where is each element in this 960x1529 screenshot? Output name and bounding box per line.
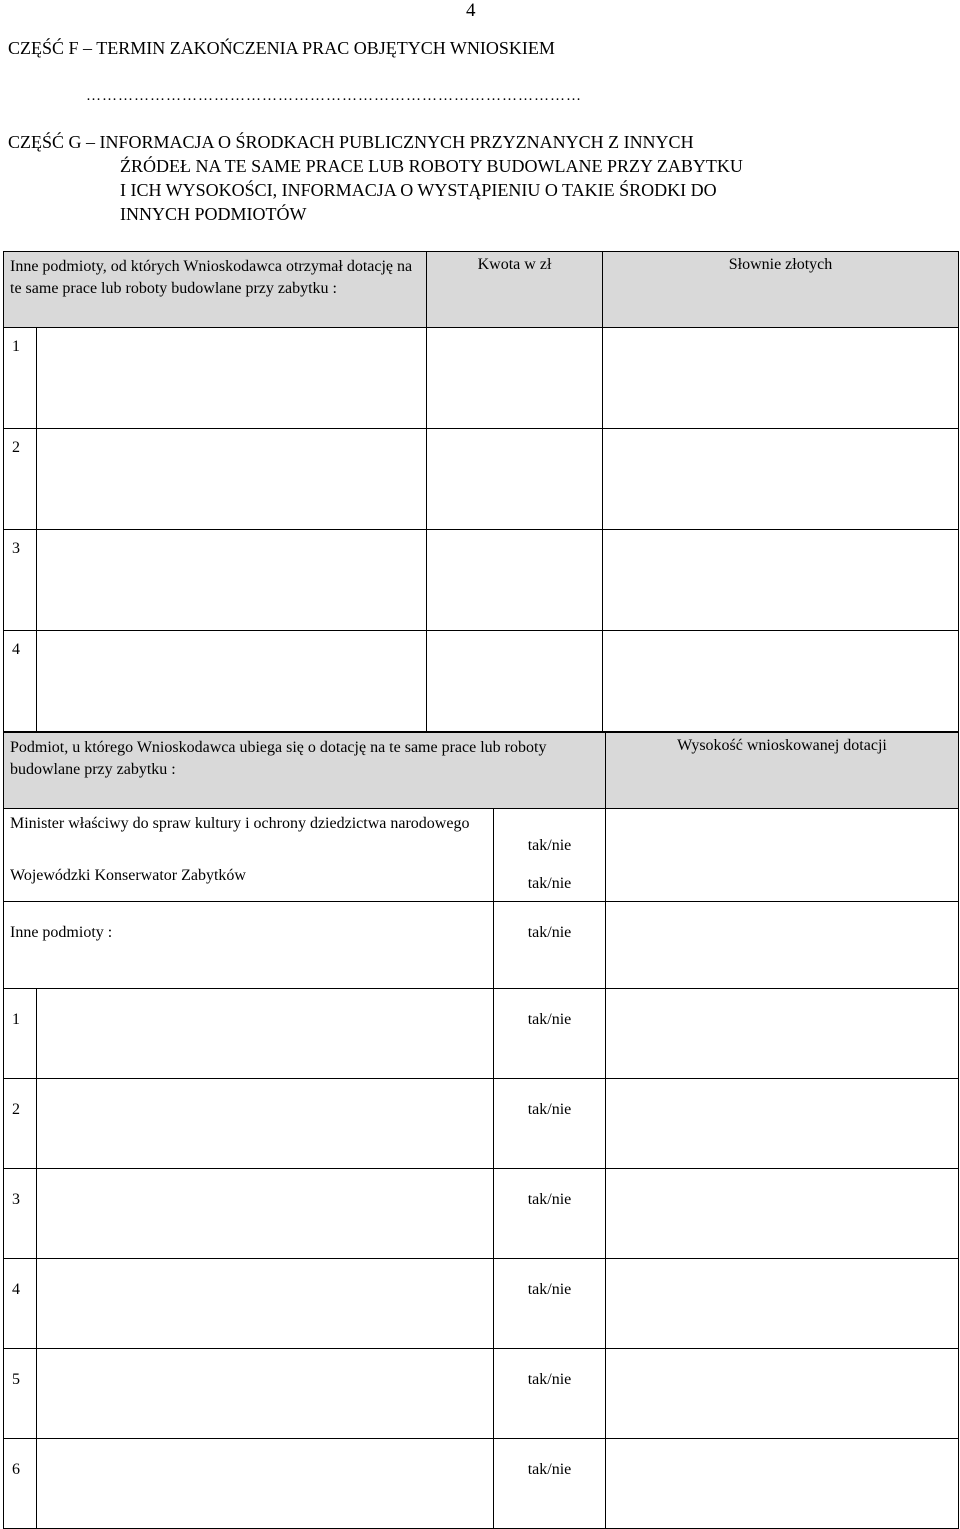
requested-amount-field[interactable]: [606, 1439, 959, 1529]
requested-grants-header-amount: Wysokość wnioskowanej dotacji: [606, 733, 959, 809]
received-grants-header-row: [4, 252, 959, 328]
ministry-tak-nie[interactable]: tak/nie: [527, 837, 572, 854]
table-row: [4, 1169, 959, 1259]
part-g-line-1: CZĘŚĆ G – INFORMACJA O ŚRODKACH PUBLICZNYCH PRZYZNANYCH Z INNYCH: [8, 132, 694, 152]
other-entities-label: Inne podmioty :: [4, 902, 494, 989]
entity-field[interactable]: [37, 989, 494, 1079]
requested-grants-header-entity: Podmiot, u którego Wnioskodawca ubiega się o dotację na te same prace lub roboty budowlane przy zabytku :: [4, 733, 606, 809]
tak-nie-choice[interactable]: tak/nie: [494, 1079, 606, 1169]
entity-field[interactable]: [37, 631, 427, 732]
received-grants-header-entities: Inne podmioty, od których Wnioskodawca otrzymał dotację na te same prace lub roboty budowlane przy zabytku :: [4, 252, 427, 328]
entity-field[interactable]: [37, 1169, 494, 1259]
entity-field[interactable]: [37, 328, 427, 429]
table-row: [4, 1259, 959, 1349]
requested-grants-header-row: [4, 733, 959, 809]
choice-cell: [494, 809, 606, 902]
part-g-line-3: I ICH WYSOKOŚCI, INFORMACJA O WYSTĄPIENIU O TAKIE ŚRODKI DO: [120, 180, 717, 200]
other-entities-row: [4, 902, 959, 989]
row-number: 3: [4, 1169, 37, 1259]
entity-field[interactable]: [37, 1079, 494, 1169]
tak-nie-choice[interactable]: tak/nie: [494, 989, 606, 1079]
part-g-line-4: INNYCH PODMIOTÓW: [120, 204, 307, 224]
requested-grants-table: [3, 732, 959, 1529]
row-number: 1: [4, 989, 37, 1079]
table-row: [4, 429, 959, 530]
wojewodzki-label: Wojewódzki Konserwator Zabytków: [10, 867, 246, 884]
dotted-fill-line: …………………………………………………………………………………: [86, 88, 582, 104]
amount-in-words-field[interactable]: [603, 530, 959, 631]
row-number: 2: [4, 1079, 37, 1169]
entity-cell: [4, 809, 494, 902]
other-entities-tak-nie[interactable]: tak/nie: [494, 902, 606, 989]
amount-field[interactable]: [427, 429, 603, 530]
tak-nie-choice[interactable]: tak/nie: [494, 1349, 606, 1439]
requested-amount-field[interactable]: [606, 902, 959, 989]
row-number: 5: [4, 1349, 37, 1439]
row-number: 3: [4, 530, 37, 631]
table-row: [4, 530, 959, 631]
amount-field[interactable]: [427, 530, 603, 631]
page-number: 4: [466, 0, 476, 21]
amount-in-words-field[interactable]: [603, 429, 959, 530]
table-row: [4, 1439, 959, 1529]
entity-field[interactable]: [37, 530, 427, 631]
part-g-line-2: ŹRÓDEŁ NA TE SAME PRACE LUB ROBOTY BUDOWLANE PRZY ZABYTKU: [120, 156, 743, 176]
requested-amount-field[interactable]: [606, 1349, 959, 1439]
tak-nie-choice[interactable]: tak/nie: [494, 1259, 606, 1349]
row-number: 2: [4, 429, 37, 530]
entity-field[interactable]: [37, 1259, 494, 1349]
received-grants-header-words: Słownie złotych: [603, 252, 959, 328]
part-f-heading: CZĘŚĆ F – TERMIN ZAKOŃCZENIA PRAC OBJĘTYCH WNIOSKIEM: [8, 38, 555, 58]
amount-in-words-field[interactable]: [603, 631, 959, 732]
entity-field[interactable]: [37, 1349, 494, 1439]
table-row: [4, 1349, 959, 1439]
entity-field[interactable]: [37, 1439, 494, 1529]
amount-field[interactable]: [427, 631, 603, 732]
requested-amount-field[interactable]: [606, 989, 959, 1079]
table-row: [4, 328, 959, 429]
entity-field[interactable]: [37, 429, 427, 530]
requested-amount-field[interactable]: [606, 1169, 959, 1259]
row-number: 6: [4, 1439, 37, 1529]
ministry-label: Minister właściwy do spraw kultury i ochrony dziedzictwa narodowego: [10, 815, 470, 832]
requested-amount-field[interactable]: [606, 1079, 959, 1169]
part-g-heading: [8, 130, 743, 226]
table-row: [4, 631, 959, 732]
row-number: 1: [4, 328, 37, 429]
requested-amount-field[interactable]: [606, 809, 959, 902]
table-row: [4, 989, 959, 1079]
amount-field[interactable]: [427, 328, 603, 429]
amount-in-words-field[interactable]: [603, 328, 959, 429]
ministry-and-conservator-row: [4, 809, 959, 902]
row-number: 4: [4, 631, 37, 732]
tak-nie-choice[interactable]: tak/nie: [494, 1169, 606, 1259]
tak-nie-choice[interactable]: tak/nie: [494, 1439, 606, 1529]
requested-amount-field[interactable]: [606, 1259, 959, 1349]
table-row: [4, 1079, 959, 1169]
wojewodzki-tak-nie[interactable]: tak/nie: [527, 875, 572, 892]
received-grants-header-amount: Kwota w zł: [427, 252, 603, 328]
row-number: 4: [4, 1259, 37, 1349]
received-grants-table: [3, 251, 959, 732]
